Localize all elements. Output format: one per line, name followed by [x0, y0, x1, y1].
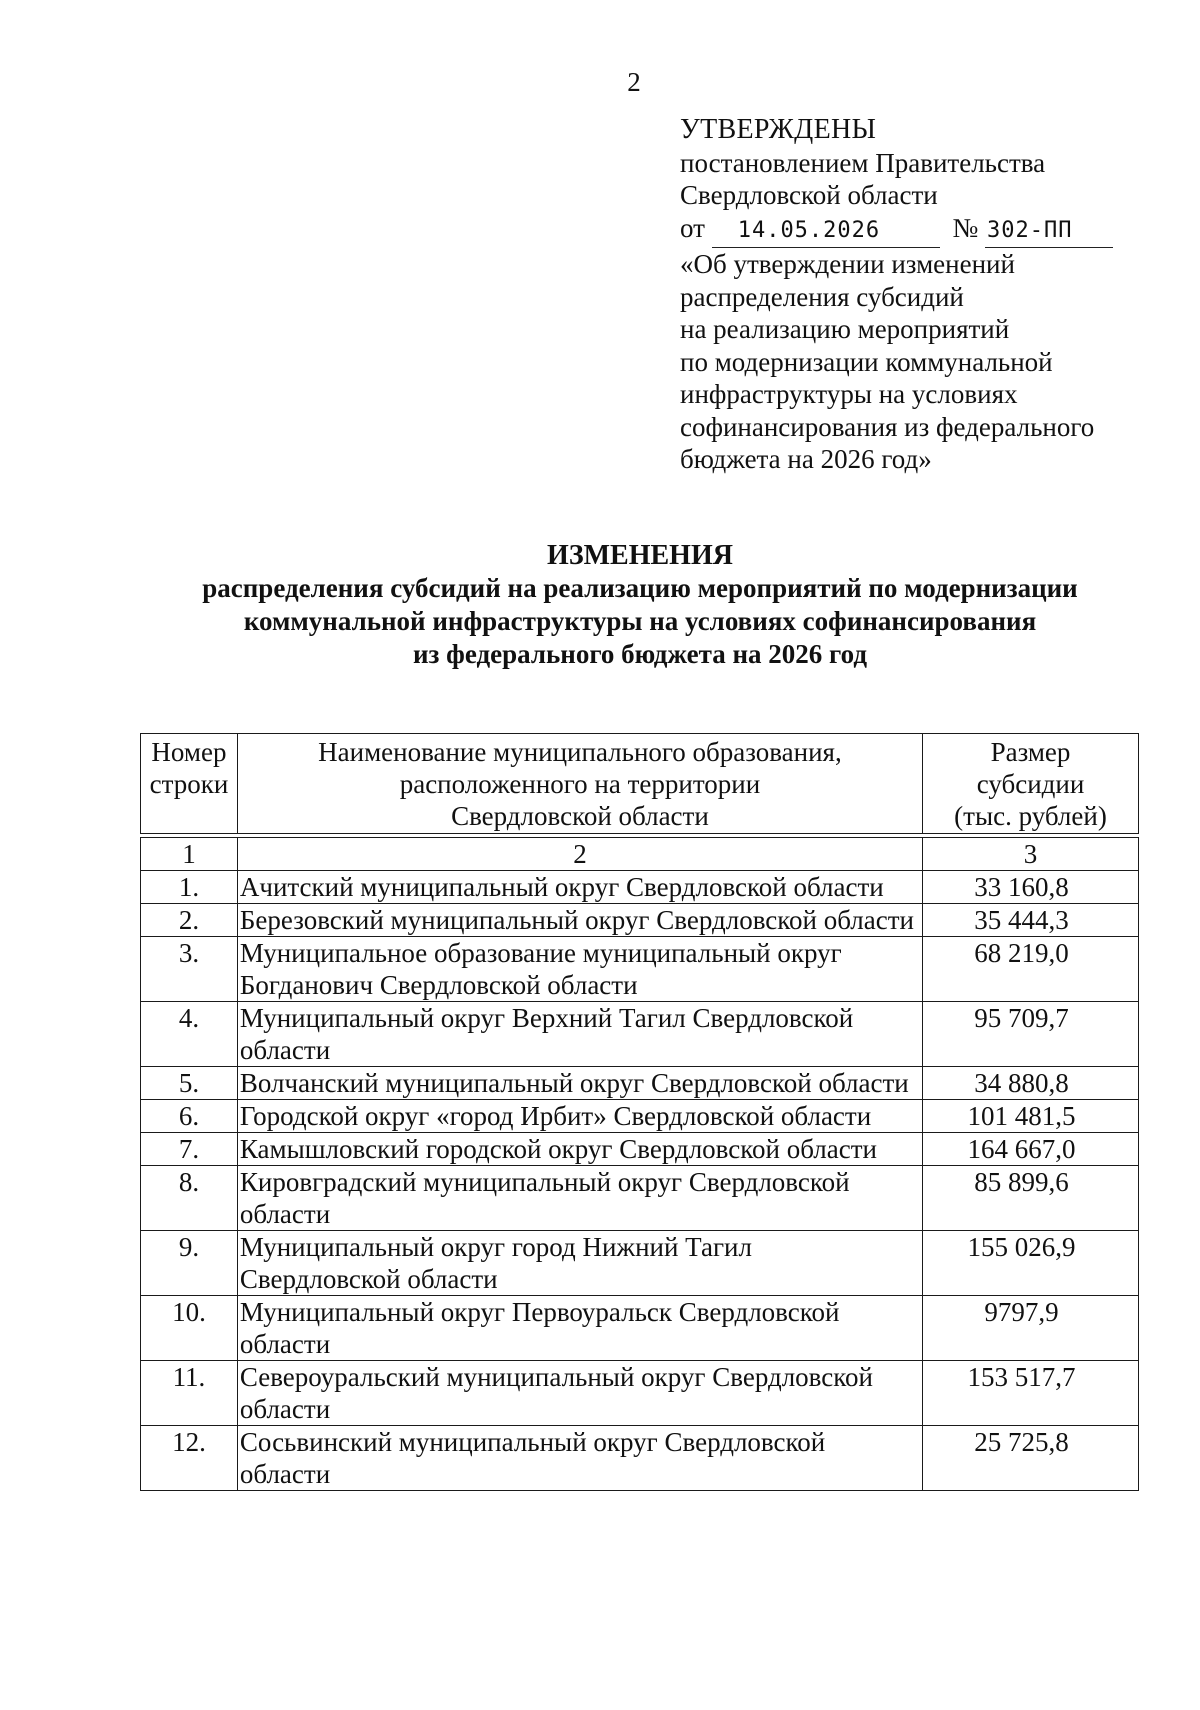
row-number-cell: 12. — [141, 1426, 238, 1491]
approval-line: Свердловской области — [680, 180, 938, 210]
header-text: Наименование муниципального образования, — [318, 737, 842, 767]
subsidy-amount-cell: 33 160,8 — [923, 871, 1139, 904]
title-line: распределения субсидий на реализацию мероприятий по модернизации — [202, 573, 1078, 603]
header-text: Размер — [990, 737, 1071, 767]
approval-subject-line: софинансирования из федерального — [680, 411, 1095, 442]
row-number-cell: 4. — [141, 1002, 238, 1067]
row-number-cell: 6. — [141, 1100, 238, 1133]
table-row — [141, 871, 1139, 904]
approval-subject-line: бюджета на 2026 год» — [680, 444, 932, 474]
subsidy-amount-cell: 25 725,8 — [923, 1426, 1139, 1491]
column-number: 3 — [923, 838, 1139, 871]
approval-subject-line: на реализацию мероприятий — [680, 314, 1010, 344]
approval-subject-line: распределения субсидий — [680, 281, 964, 312]
column-number: 1 — [141, 838, 238, 871]
table-row — [141, 1296, 1139, 1361]
subsidy-amount-cell: 164 667,0 — [923, 1133, 1139, 1166]
approval-block — [680, 114, 1120, 476]
table-row — [141, 1231, 1139, 1296]
row-number-cell: 7. — [141, 1133, 238, 1166]
title-line: коммунальной инфраструктуры на условиях софинансирования — [243, 606, 1037, 636]
subsidy-amount-cell: 155 026,9 — [923, 1231, 1139, 1296]
subsidy-amount-cell: 35 444,3 — [923, 904, 1139, 937]
page-number: 2 — [627, 67, 641, 97]
header-text: Свердловской области — [451, 801, 709, 831]
municipality-name-cell: Муниципальный округ Верхний Тагил Свердловской области — [237, 1002, 922, 1067]
column-number-row — [141, 838, 1139, 871]
row-number-cell: 8. — [141, 1166, 238, 1231]
table-row — [141, 904, 1139, 937]
number-prefix: № — [952, 212, 979, 243]
table-row — [141, 1133, 1139, 1166]
approval-subject — [680, 248, 1120, 476]
subsidy-amount-cell: 9797,9 — [923, 1296, 1139, 1361]
subsidy-amount-cell: 34 880,8 — [923, 1067, 1139, 1100]
municipality-name-cell: Кировградский муниципальный округ Свердловской области — [237, 1166, 922, 1231]
approval-subject-line: по модернизации коммунальной — [680, 346, 1053, 377]
subsidy-amount-cell: 95 709,7 — [923, 1002, 1139, 1067]
row-number-cell: 3. — [141, 937, 238, 1002]
table-row — [141, 937, 1139, 1002]
document-title — [100, 539, 1180, 671]
table-row — [141, 1166, 1139, 1231]
municipality-name-cell: Муниципальный округ город Нижний Тагил Свердловской области — [237, 1231, 922, 1296]
subsidy-amount-cell: 153 517,7 — [923, 1361, 1139, 1426]
row-number-cell: 10. — [141, 1296, 238, 1361]
header-text: Номер — [151, 737, 227, 767]
table-row — [141, 1067, 1139, 1100]
header-municipality-name — [237, 734, 922, 834]
table-row — [141, 1100, 1139, 1133]
municipality-name-cell: Камышловский городской округ Свердловской области — [237, 1133, 922, 1166]
municipality-name-cell: Березовский муниципальный округ Свердловской области — [237, 904, 922, 937]
table-header-row — [141, 734, 1139, 834]
table-body — [141, 834, 1139, 1491]
municipality-name-cell: Волчанский муниципальный округ Свердловской области — [237, 1067, 922, 1100]
table-row — [141, 1002, 1139, 1067]
approval-heading: УТВЕРЖДЕНЫ — [680, 114, 877, 145]
subsidy-amount-cell: 101 481,5 — [923, 1100, 1139, 1133]
municipality-name-cell: Муниципальный округ Первоуральск Свердловской области — [237, 1296, 922, 1361]
municipality-name-cell: Ачитский муниципальный округ Свердловской области — [237, 871, 922, 904]
municipality-name-cell: Муниципальное образование муниципальный округ Богданович Свердловской области — [237, 937, 922, 1002]
date-prefix: от — [680, 212, 705, 243]
header-subsidy-amount — [923, 734, 1139, 834]
approval-line: постановлением Правительства — [680, 147, 1046, 178]
date-field — [712, 212, 940, 249]
row-number-cell: 5. — [141, 1067, 238, 1100]
table-row — [141, 1426, 1139, 1491]
row-number-cell: 2. — [141, 904, 238, 937]
approval-subject-line: инфраструктуры на условиях — [680, 379, 1018, 409]
approval-date-line — [680, 212, 1120, 249]
column-number: 2 — [237, 838, 922, 871]
header-text: субсидии — [976, 769, 1085, 799]
header-text: (тыс. рублей) — [954, 801, 1107, 831]
approval-subject-line: «Об утверждении изменений — [680, 249, 1015, 279]
number-field — [985, 212, 1113, 249]
subsidy-amount-cell: 68 219,0 — [923, 937, 1139, 1002]
subsidy-amount-cell: 85 899,6 — [923, 1166, 1139, 1231]
number-value: 302-ПП — [986, 217, 1073, 243]
header-row-number — [141, 734, 238, 834]
header-text: расположенного на территории — [399, 769, 761, 799]
subsidy-distribution-table — [140, 733, 1139, 1491]
row-number-cell: 9. — [141, 1231, 238, 1296]
title-line: из федерального бюджета на 2026 год — [412, 639, 867, 669]
municipality-name-cell: Североуральский муниципальный округ Свердловской области — [237, 1361, 922, 1426]
table-row — [141, 1361, 1139, 1426]
row-number-cell: 1. — [141, 871, 238, 904]
row-number-cell: 11. — [141, 1361, 238, 1426]
header-text: строки — [149, 769, 229, 799]
municipality-name-cell: Городской округ «город Ирбит» Свердловской области — [237, 1100, 922, 1133]
municipality-name-cell: Сосьвинский муниципальный округ Свердловской области — [237, 1426, 922, 1491]
date-value: 14.05.2026 — [737, 217, 881, 243]
title-main: ИЗМЕНЕНИЯ — [547, 540, 733, 571]
